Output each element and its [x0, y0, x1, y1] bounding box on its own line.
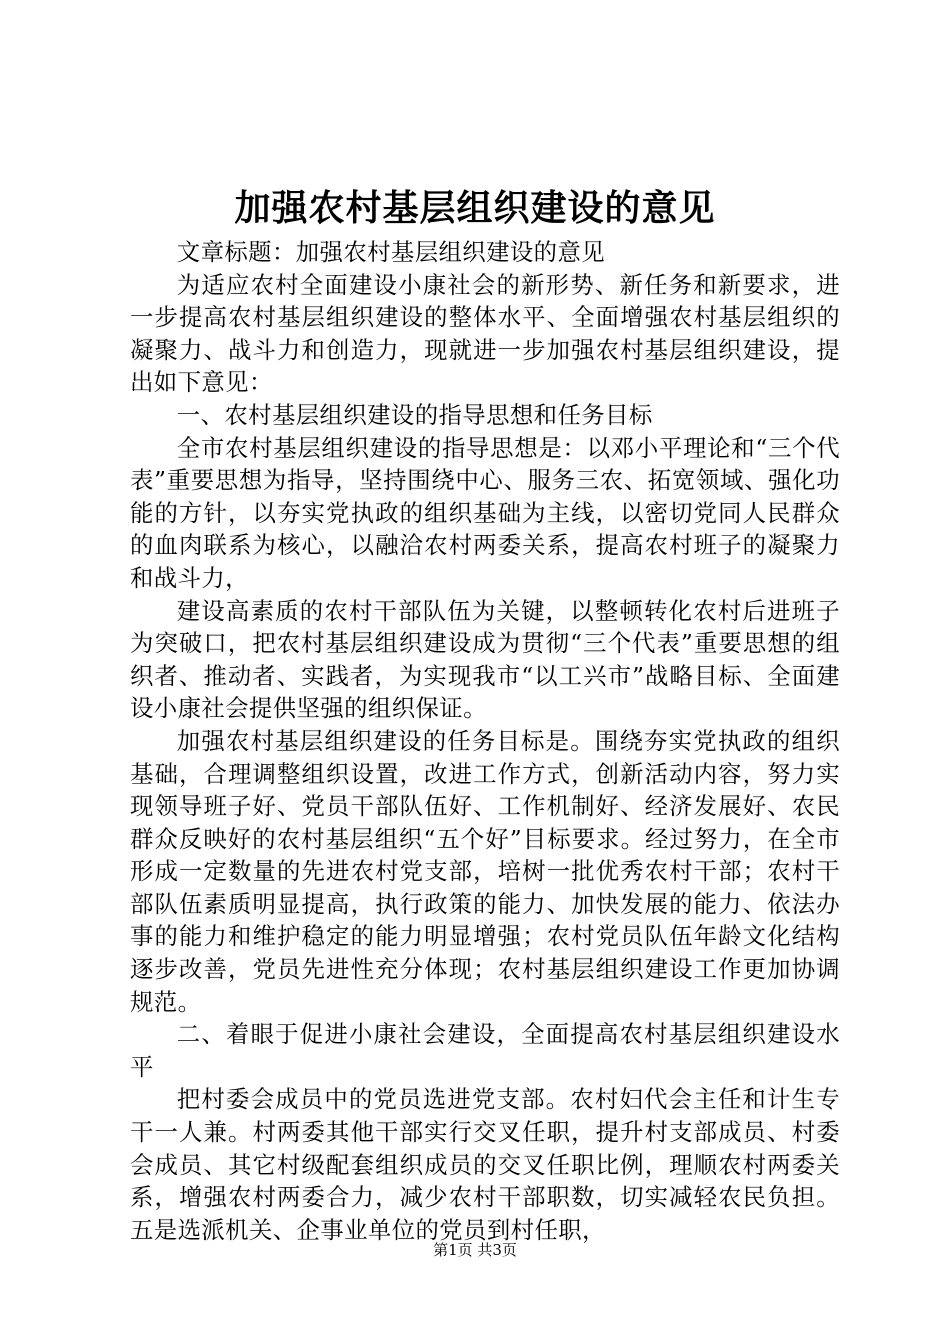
- section-heading-1: 一、农村基层组织建设的指导思想和任务目标: [176, 400, 653, 429]
- paragraph-party-members: 把村委会成员中的党员选进党支部。农村妇代会主任和计生专干一人兼。村两委其他干部实行交叉任职，提升村支部成员、村委会成员、其它村级配套组织成员的交叉任职比例，理顺农村两委关系，增强农村两委合力，减少农村干部职数，切实减轻农民负担。五是选派机关、企事业单位的党员到村任职，: [130, 1085, 840, 1244]
- paragraph-task-goals: 加强农村基层组织建设的任务目标是。围绕夯实党执政的组织基础，合理调整组织设置，改进工作方式，创新活动内容，努力实现领导班子好、党员干部队伍好、工作机制好、经济发展好、农民群众反映好的农村基层组织“五个好”目标要求。经过努力，在全市形成一定数量的先进农村党支部，培树一批优秀农村干部；农村干部队伍素质明显提高，执行政策的能力、加快发展的能力、依法办事的能力和维护稳定的能力明显增强；农村党员队伍年龄文化结构逐步改善，党员先进性充分体现；农村基层组织建设工作更加协调规范。: [130, 726, 840, 1016]
- paragraph-article-title: 文章标题：加强农村基层组织建设的意见: [176, 238, 606, 266]
- section-heading-2: 二、着眼于促进小康社会建设，全面提高农村基层组织建设水平: [130, 1020, 840, 1081]
- document-title: 加强农村基层组织建设的意见: [234, 187, 716, 229]
- document-body: [130, 236, 840, 1246]
- paragraph-cadre-building: 建设高素质的农村干部队伍为关键，以整顿转化农村后进班子为突破口，把农村基层组织建设成为贯彻“三个代表”重要思想的组织者、推动者、实践者，为实现我市“以工兴市”战略目标、全面建设小康社会提供坚强的组织保证。: [130, 596, 840, 723]
- page-footer: 第1页 共3页: [433, 1241, 517, 1259]
- paragraph-guiding-thought: 全市农村基层组织建设的指导思想是：以邓小平理论和“三个代表”重要思想为指导，坚持围绕中心、服务三农、拓宽领域、强化功能的方针，以夯实党执政的组织基础为主线，以密切党同人民群众的血肉联系为核心，以融洽农村两委关系，提高农村班子的凝聚力和战斗力，: [130, 433, 840, 592]
- paragraph-intro: 为适应农村全面建设小康社会的新形势、新任务和新要求，进一步提高农村基层组织建设的整体水平、全面增强农村基层组织的凝聚力、战斗力和创造力，现就进一步加强农村基层组织建设，提出如下意见：: [130, 270, 840, 397]
